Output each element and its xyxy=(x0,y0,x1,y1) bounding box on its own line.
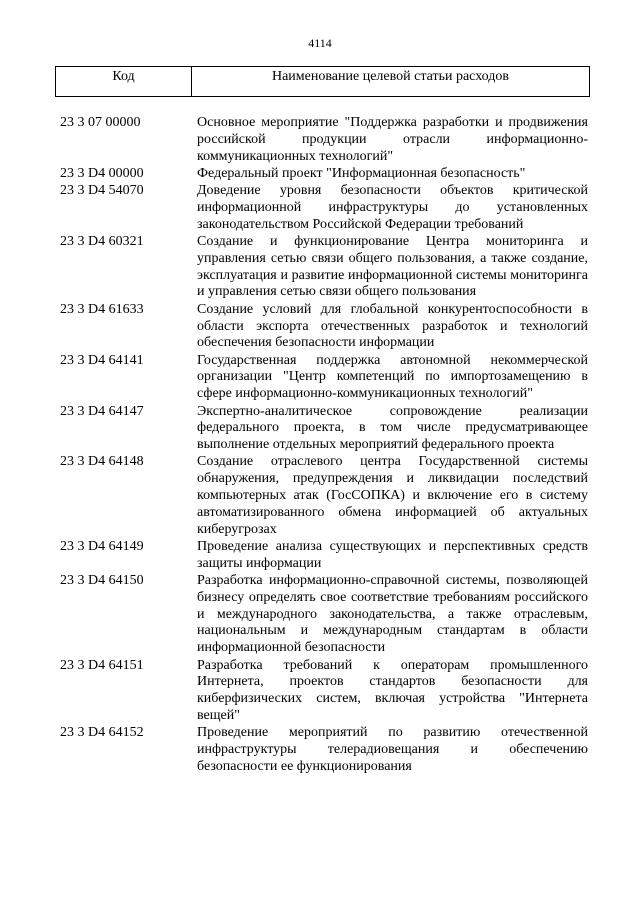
table-row xyxy=(60,302,590,352)
table-row xyxy=(60,166,590,183)
row-code: 23 3 D4 54070 xyxy=(60,183,144,199)
row-code: 23 3 D4 60321 xyxy=(60,234,144,250)
table-header xyxy=(55,66,590,97)
row-code: 23 3 D4 64152 xyxy=(60,725,144,741)
row-name: Государственная поддержка автономной некоммерческой организации "Центр компетенций по импортозамещению в сфере информационно-коммуникационных технологий" xyxy=(197,352,588,402)
row-name: Доведение уровня безопасности объектов критической информационной инфраструктуры до установленных законодательством Российской Федерации требований xyxy=(197,183,588,232)
header-name: Наименование целевой статьи расходов xyxy=(271,69,510,84)
row-code: 23 3 07 00000 xyxy=(60,115,141,130)
row-code: 23 3 D4 64149 xyxy=(60,538,144,554)
table-row xyxy=(60,539,590,573)
row-name: Проведение анализа существующих и перспективных средств защиты информации xyxy=(197,538,588,571)
header-code: Код xyxy=(56,67,192,96)
row-code: 23 3 D4 64147 xyxy=(60,403,144,419)
row-name: Федеральный проект "Информационная безопасность" xyxy=(197,165,526,181)
table-row xyxy=(60,404,590,454)
row-name: Основное мероприятие "Поддержка разработки и продвижения российской продукции отрасли информационно-коммуникационных технологий" xyxy=(197,115,588,164)
row-code: 23 3 D4 64151 xyxy=(60,657,144,673)
row-code: 23 3 D4 64141 xyxy=(60,352,144,368)
row-name: Разработка информационно-справочной системы, позволяющей бизнесу определять свое соответствие требованиям российского и международного законодательства, а также отраслевым, национальным и международным стандартам в области информационной безопасности xyxy=(197,573,588,656)
page-number: 4114 xyxy=(308,36,332,50)
row-name: Создание отраслевого центра Государственной системы обнаружения, предупреждения и ликвидации последствий компьютерных атак (ГосСОПКА) и включение его в систему автоматизированного обмена информацией об актуальных киберугрозах xyxy=(197,454,588,537)
table-row xyxy=(60,573,590,657)
table-row xyxy=(60,658,590,725)
row-name: Экспертно-аналитическое сопровождение реализации федерального проекта, в том числе предусматривающее выполнение отдельных мероприятий федерального проекта xyxy=(197,403,588,453)
row-code: 23 3 D4 64148 xyxy=(60,454,144,470)
table-row xyxy=(60,234,590,301)
row-name: Создание и функционирование Центра мониторинга и управления сетью связи общего пользования, а также создание, эксплуатация и развитие информационной системы мониторинга и управления сетью связи общего пользования xyxy=(197,234,588,300)
row-name: Разработка требований к операторам промышленного Интернета, проектов стандартов безопасности для киберфизических систем, включая устройства "Интернета вещей" xyxy=(197,657,588,723)
row-name: Создание условий для глобальной конкурентоспособности в области экспорта отечественных разработок и технологий обеспечения безопасности информации xyxy=(197,301,588,351)
table-row xyxy=(60,115,590,165)
table-row xyxy=(60,353,590,403)
row-code: 23 3 D4 61633 xyxy=(60,301,144,317)
row-code: 23 3 D4 64150 xyxy=(60,573,144,589)
table-row xyxy=(60,454,590,538)
table-row xyxy=(60,725,590,775)
table-body xyxy=(60,115,590,776)
row-name: Проведение мероприятий по развитию отечественной инфраструктуры телерадиовещания и обеспечению безопасности ее функционирования xyxy=(197,725,588,774)
table-row xyxy=(60,183,590,233)
row-code: 23 3 D4 00000 xyxy=(60,165,144,181)
